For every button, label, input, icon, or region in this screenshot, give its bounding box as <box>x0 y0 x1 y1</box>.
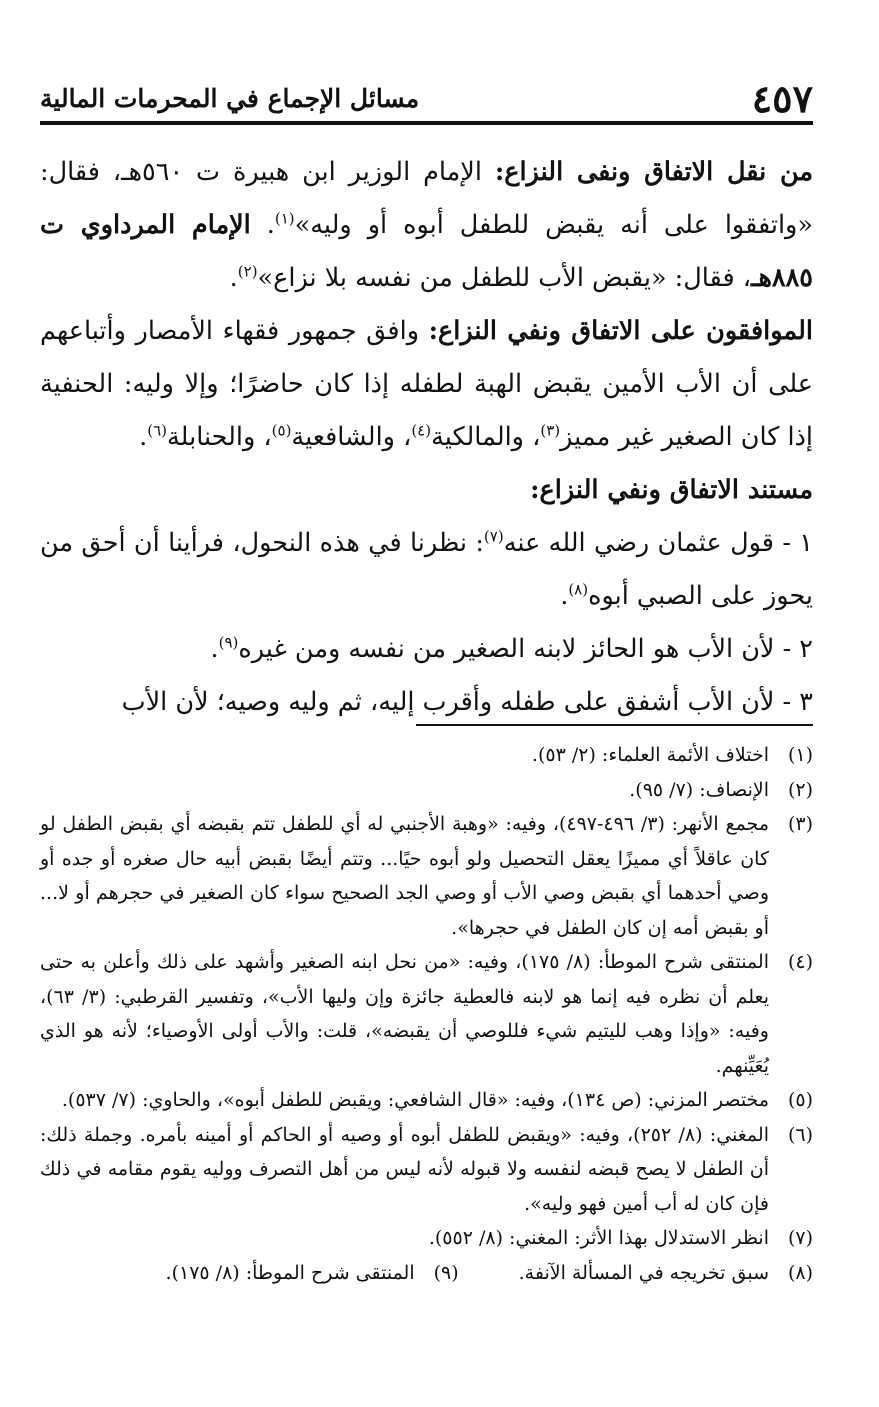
footnote: (٩) المنتقى شرح الموطأ: (٨/ ١٧٥). <box>165 1261 459 1284</box>
footnote-ref: (٢) <box>237 262 258 281</box>
footnote: (٤) المنتقى شرح الموطأ: (٨/ ١٧٥)، وفيه: «من نحل ابنه الصغير وأشهد على ذلك وأعلن به حتى يعلم أن نظره فيه إنما هو لابنه فالعطية جائزة وإن وليها الأب»، وتفسير القرطبي: (٣/ ٦٣)، وفيه: «وإذا وهب لليتيم شيء فللوصي أن يقبضه»، قلت: والأب أولى الأوصياء؛ لأنه هو الذي يُعَيِّنهم. <box>40 951 813 1077</box>
footnote-ref: (٣) <box>540 421 561 440</box>
footnote: (١) اختلاف الأئمة العلماء: (٢/ ٥٣). <box>531 744 813 766</box>
footnote: (٥) مختصر المزني: (ص ١٣٤)، وفيه: «قال الشافعي: ويقبض للطفل أبوه»، والحاوي: (٧/ ٥٣٧). <box>61 1089 813 1111</box>
header-rule <box>40 121 813 125</box>
paragraph-consensus-transmitters: من نقل الاتفاق ونفى النزاع: الإمام الوزير ابن هبيرة ت ٥٦٠هـ، فقال: «واتفقوا على أنه يقبض للطفل أبوه أو وليه»$^{(١)}$. الإمام المرداوي ت ٨٨٥هـ، فقال: «يقبض الأب للطفل من نفسه بلا نزاع»$^{(٢)}$. <box>40 157 814 293</box>
evidence-item-1: ١ - قول عثمان رضي الله عنه$^{(٧)}$: نظرنا في هذه النحول، فرأينا أن أحق من يحوز على الصبي أبوه$^{(٨)}$. <box>40 527 813 611</box>
footnotes-rule <box>416 724 813 726</box>
footnote-ref: (٦) <box>147 421 167 440</box>
main-text <box>40 146 813 729</box>
evidence-item-2: ٢ - لأن الأب هو الحائز لابنه الصغير من نفسه ومن غيره$^{(٩)}$. <box>210 633 813 664</box>
running-title: مسائل الإجماع في المحرمات المالية <box>40 83 420 113</box>
footnote: (٨) سبق تخريجه في المسألة الآنفة. <box>518 1261 813 1284</box>
footnote-ref: (١) <box>274 209 295 228</box>
footnote-ref: (٧) <box>483 527 504 546</box>
page-number: ٤٥٧ <box>751 75 813 121</box>
footnote: (٧) انظر الاستدلال بهذا الأثر: المغني: (٨/ ٥٥٢). <box>428 1227 813 1249</box>
footnote: (٢) الإنصاف: (٧/ ٩٥). <box>629 778 813 801</box>
paragraph-lead: من نقل الاتفاق ونفى النزاع: <box>494 157 814 187</box>
footnote-ref: (٩) <box>218 633 239 652</box>
footnote: (٦) المغني: (٨/ ٢٥٢)، وفيه: «ويقبض للطفل أبوه أو وصيه أو الحاكم أو أمينه بأمره. وجملة ذلك: أن الطفل لا يصح قبضه لنفسه ولا قبوله لأنه ليس من أهل التصرف ووليه يقوم مقامه في ذلك فإن كان له أب أمين فهو وليه». <box>40 1123 813 1215</box>
evidence-item-3: ٣ - لأن الأب أشفق على طفله وأقرب إليه، ثم وليه وصيه؛ لأن الأب <box>121 687 813 717</box>
footnote-ref: (٥) <box>271 421 292 440</box>
footnote-ref: (٤) <box>411 421 432 440</box>
footnote-row <box>40 1256 813 1291</box>
footnote: (٣) مجمع الأنهر: (٣/ ٤٩٦-٤٩٧)، وفيه: «وهبة الأجنبي له أي للطفل تتم بقبضه أي بقبض الطفل لو كان عاقلاً أي مميزًا يعقل التحصيل ولو أبوه حيًا... وتتم أيضًا بقبض أبيه حال صغره أو جده أو وصي أحدهما أي بقبض وصي الأب أو وصي الجد الصحيح سواء كان الصغير في حجرهم أو لا... أو بقبض أمه إن كان الطفل في حجرها». <box>40 813 813 939</box>
paragraph-agreeing-scholars: الموافقون على الاتفاق ونفي النزاع: وافق جمهور فقهاء الأمصار وأتباعهم على أن الأب الأمين يقبض الهبة لطفله إذا كان حاضرًا؛ وإلا وليه: الحنفية إذا كان الصغير غير مميز$^{(٣)}$، والمالكية$^{(٤)}$، والشافعية$^{(٥)}$، والحنابلة$^{(٦)}$. <box>40 316 813 452</box>
page-header <box>40 74 813 122</box>
section-heading: مستند الاتفاق ونفي النزاع: <box>530 475 813 505</box>
footnotes <box>40 738 813 1290</box>
footnote-ref: (٨) <box>568 580 589 599</box>
paragraph-lead: الموافقون على الاتفاق ونفي النزاع: <box>428 316 813 346</box>
